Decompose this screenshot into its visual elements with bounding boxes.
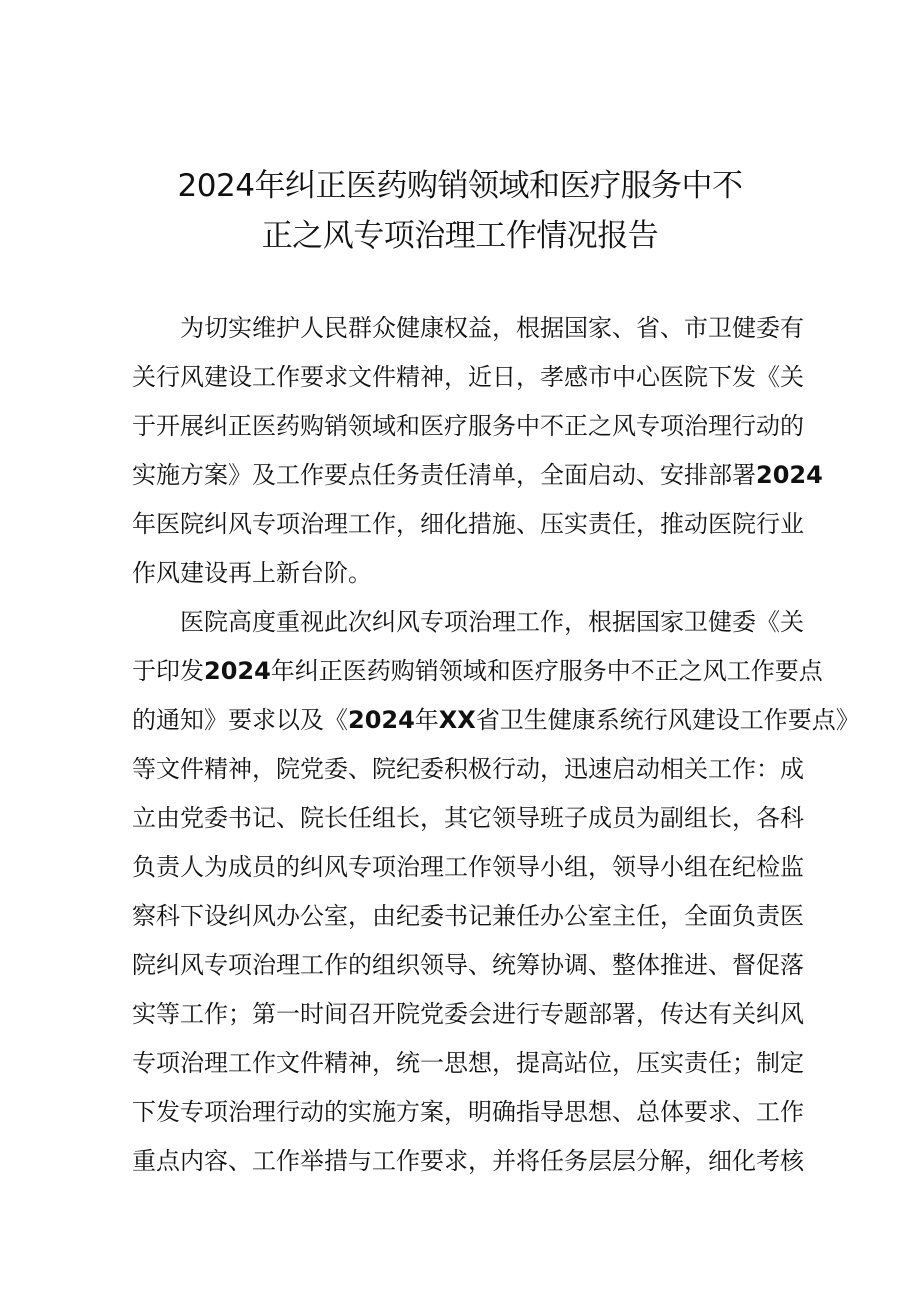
paragraph-1-line-6: 作风建设再上新台阶。 <box>132 559 372 587</box>
paragraph-2-line-5: 立由党委书记、院长任组长，其它领导班子成员为副组长，各科 <box>132 804 804 832</box>
paragraph-2-line-3 <box>132 696 860 744</box>
paragraph-1-line-2: 关行风建设工作要求文件精神，近日，孝感市中心医院下发《关 <box>132 363 804 391</box>
paragraph-2-line-4: 等文件精神，院党委、院纪委积极行动，迅速启动相关工作：成 <box>132 755 804 783</box>
paragraph-2-line-2-prefix: 于印发 <box>132 657 204 685</box>
paragraph-2-line-7: 察科下设纠风办公室，由纪委书记兼任办公室主任，全面负责医 <box>132 902 804 930</box>
paragraph-2-line-2-text: 年纠正医药购销领域和医疗服务中不正之风工作要点 <box>270 657 823 685</box>
paragraph-2-line-3-prefix: 的通知》要求以及《 <box>132 706 348 734</box>
paragraph-1-year: 2024 <box>756 461 823 489</box>
paragraph-1-line-3: 于开展纠正医药购销领域和医疗服务中不正之风专项治理行动的 <box>132 412 804 440</box>
paragraph-2-line-9: 实等工作；第一时间召开院党委会进行专题部署，传达有关纠风 <box>132 1000 804 1028</box>
paragraph-1-line-5: 年医院纠风专项治理工作，细化措施、压实责任，推动医院行业 <box>132 510 804 538</box>
paragraph-2-line-12: 重点内容、工作举措与工作要求，并将任务层层分解，细化考核 <box>132 1147 804 1175</box>
paragraph-1-line-1: 为切实维护人民群众健康权益，根据国家、省、市卫健委有 <box>180 314 804 342</box>
paragraph-2-line-1: 医院高度重视此次纠风专项治理工作，根据国家卫健委《关 <box>180 608 804 636</box>
paragraph-2-line-6: 负责人为成员的纠风专项治理工作领导小组，领导小组在纪检监 <box>132 853 804 881</box>
paragraph-2-line-3-province: XX <box>438 706 476 734</box>
paragraph-2-line-8: 院纠风专项治理工作的组织领导、统筹协调、整体推进、督促落 <box>132 951 804 979</box>
paragraph-2-line-2 <box>132 647 823 695</box>
paragraph-1-line-4-text: 实施方案》及工作要点任务责任清单，全面启动、安排部署 <box>132 461 756 489</box>
paragraph-2-line-2-year: 2024 <box>204 657 271 685</box>
paragraph-2-line-11: 下发专项治理行动的实施方案，明确指导思想、总体要求、工作 <box>132 1098 804 1126</box>
paragraph-2-line-3-year: 2024 <box>348 706 415 734</box>
document-title-line-2: 正之风专项治理工作情况报告 <box>261 218 659 254</box>
paragraph-1-line-4 <box>132 451 823 499</box>
paragraph-2-line-3-year-suffix: 年 <box>414 706 439 734</box>
document-title-line-1: 2024年纠正医药购销领域和医疗服务中不 <box>177 168 743 204</box>
paragraph-2-line-10: 专项治理工作文件精神，统一思想，提高站位，压实责任；制定 <box>132 1049 804 1077</box>
paragraph-2-line-3-text: 省卫生健康系统行风建设工作要点》 <box>475 706 860 734</box>
